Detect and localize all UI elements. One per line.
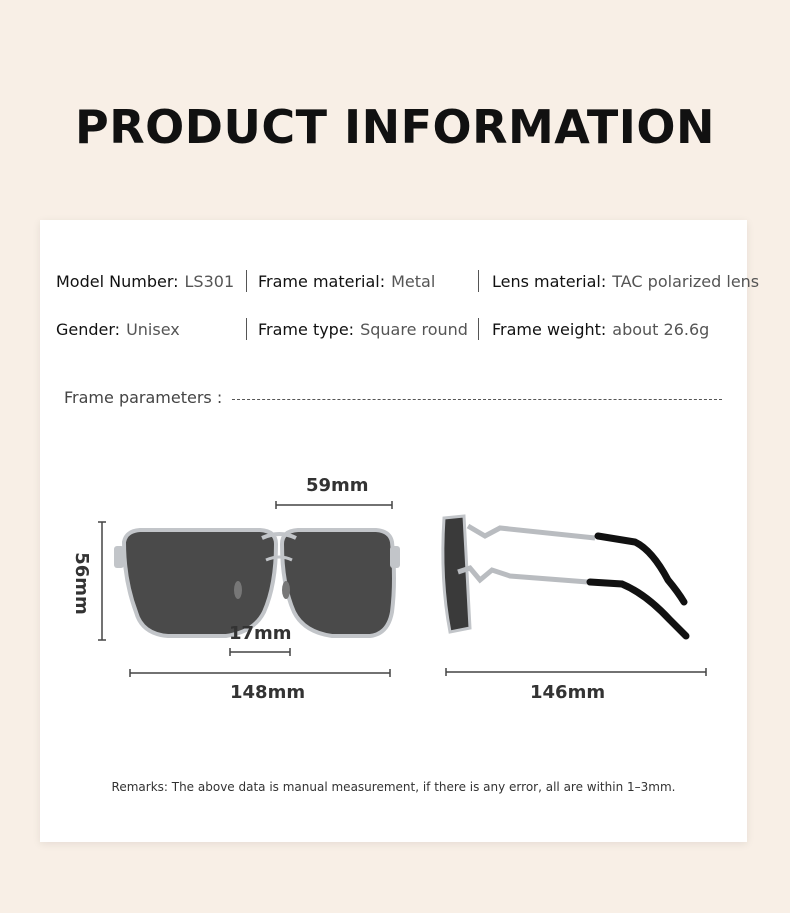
glasses-diagram [40,220,747,842]
spec-frame-material-value: Metal [391,272,436,291]
remarks-text: Remarks: The above data is manual measurement, if there is any error, all are within 1–3mm. [111,780,676,794]
temple-length-label: 146mm [530,682,606,703]
lens-width-label: 59mm [306,475,369,496]
spec-frame-type-label: Frame type: [258,320,355,339]
spec-model-label: Model Number: [56,272,179,291]
spec-model-value: LS301 [184,272,235,291]
frame-parameters-label: Frame parameters : [64,388,223,407]
bridge-label: 17mm [229,623,292,644]
spec-gender-value: Unisex [126,320,180,339]
spec-lens-material-label: Lens material: [492,272,607,291]
spec-frame-type-value: Square round [360,320,468,339]
spec-gender-label: Gender: [56,320,121,339]
spec-frame-weight-label: Frame weight: [492,320,607,339]
page-title: PRODUCT INFORMATION [75,100,715,154]
front-view-glasses-image [114,530,400,636]
product-info-card [40,220,760,842]
total-width-label: 148mm [230,682,306,703]
spec-frame-material-label: Frame material: [258,272,386,291]
spec-lens-material-value: TAC polarized lens [612,272,760,291]
lens-height-label: 56mm [70,552,92,615]
spec-frame-weight-value: about 26.6g [612,320,710,339]
side-view-glasses-image [443,516,686,636]
